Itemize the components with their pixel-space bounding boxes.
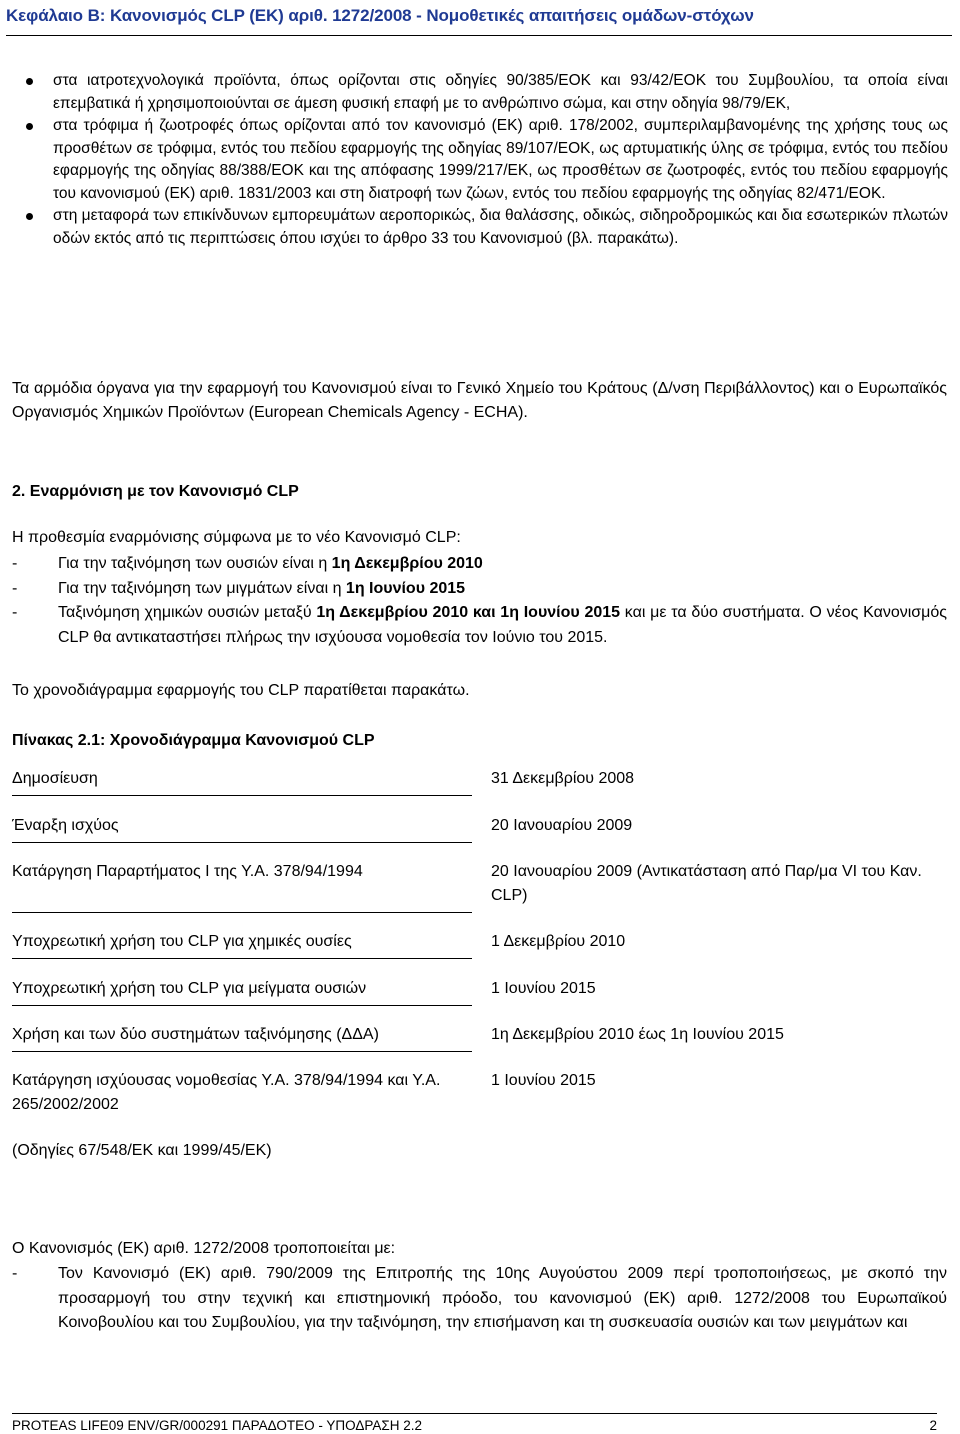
table-cell-label: Χρήση και των δύο συστημάτων ταξινόμησης (ΔΔΑ) (12, 1026, 379, 1043)
row-divider (12, 1051, 472, 1052)
table-cell-label: Κατάργηση Παραρτήματος Ι της Υ.Α. 378/94/1994 (12, 863, 363, 880)
bullet-text: στα τρόφιμα ή ζωοτροφές όπως ορίζονται από τον κανονισμό (ΕΚ) αριθ. 178/2002, συμπεριλαμβανομένης της χρήσης τους ως προσθέτων σε τρόφιμα, εντός του πεδίου εφαρμογής της οδηγίας 89/107/ΕΟΚ, ως αρτυματικής ύλης σε τρόφιμα, εντός του πεδίου εφαρμογής της οδηγίας 88/388/ΕΟΚ και της απόφασης 1999/217/ΕΚ, ως προσθέτων σε ζωοτροφές, εντός του πεδίου εφαρμογής του κανονισμού (ΕΚ) αριθ. 1831/2003 και στη διατροφή των ζώων, εντός του πεδίου εφαρμογής της οδηγίας 82/471/ΕΟΚ. (53, 117, 948, 202)
amendments-intro: Ο Κανονισμός (ΕΚ) αριθ. 1272/2008 τροποποιείται με: (12, 1240, 396, 1257)
section-2-intro: Η προθεσμία εναρμόνισης σύμφωνα με το νέο Κανονισμό CLP: (12, 529, 461, 546)
exemptions-bullet-list (26, 70, 948, 250)
table-cell-value: 31 Δεκεμβρίου 2008 (491, 770, 635, 787)
table-cell-label: Κατάργηση ισχύουσας νομοθεσίας Υ.Α. 378/94/1994 και Υ.Α. 265/2002/2002 (12, 1072, 441, 1113)
bullet-icon (26, 123, 33, 130)
table-cell-value: 20 Ιανουαρίου 2009 (491, 817, 633, 834)
page-number: 2 (929, 1418, 937, 1433)
list-item: - Τον Κανονισμό (ΕΚ) αριθ. 790/2009 της Επιτροπής της 10ης Αυγούστου 2009 περί τροποποιήσεως, με σκοπό την προσαρμογή του στην τεχνική και επιστημονική πρόοδο, του κανονισμού (ΕΚ) αριθ. 1272/2008 του Ευρωπαϊκού Κοινοβουλίου και του Συμβουλίου, για την ταξινόμηση, την επισήμανση και τη συσκευασία ουσιών και των μειγμάτων και (12, 1265, 947, 1331)
row-divider (12, 1005, 472, 1006)
row-divider (12, 958, 472, 959)
row-divider (12, 842, 472, 843)
footer-project-label: PROTEAS LIFE09 ENV/GR/000291 ΠΑΡΑΔΟΤΕΟ - ΥΠΟΔΡΑΣΗ 2.2 (12, 1418, 422, 1433)
list-item: - Για την ταξινόμηση των μιγμάτων είναι η 1η Ιουνίου 2015 (12, 579, 466, 597)
table-cell-value: 1 Δεκεμβρίου 2010 (491, 933, 626, 950)
header-title: Κεφάλαιο Β: Κανονισμός CLP (ΕΚ) αριθ. 1272/2008 - Νομοθετικές απαιτήσεις ομάδων-στόχων (6, 6, 754, 25)
table-footnote: (Οδηγίες 67/548/ΕΚ και 1999/45/ΕΚ) (12, 1142, 272, 1159)
page-footer (12, 1413, 937, 1433)
table-cell-label: Υποχρεωτική χρήση του CLP για χημικές ουσίες (12, 933, 352, 950)
section-2-heading: 2. Εναρμόνιση με τον Κανονισμό CLP (12, 483, 299, 500)
bullet-icon (26, 78, 33, 85)
list-item: - Για την ταξινόμηση των ουσιών είναι η 1η Δεκεμβρίου 2010 (12, 555, 483, 572)
amendments-list (12, 1262, 947, 1336)
authorities-paragraph: Τα αρμόδια όργανα για την εφαρμογή του Κανονισμού είναι το Γενικό Χημείο του Κράτους (Δ/νση Περιβάλλοντος) και ο Ευρωπαϊκός Οργανισμός Χημικών Προϊόντων (European Chemicals Agency - ECHA). (12, 380, 947, 421)
row-divider (12, 912, 472, 913)
bullet-icon (26, 213, 33, 220)
table-cell-label: Έναρξη ισχύος (12, 817, 119, 834)
bullet-text: στα ιατροτεχνολογικά προϊόντα, όπως ορίζονται στις οδηγίες 90/385/ΕΟΚ και 93/42/ΕΟΚ του Συμβουλίου, τα οποία είναι επεμβατικά ή χρησιμοποιούνται σε άμεση φυσική επαφή με το ανθρώπινο σώμα, και στην οδηγία 98/79/ΕΚ, (53, 72, 948, 112)
list-item (26, 115, 948, 205)
list-item (26, 205, 948, 250)
list-item: - Ταξινόμηση χημικών ουσιών μεταξύ 1η Δεκεμβρίου 2010 και 1η Ιουνίου 2015 και με τα δύο συστήματα. Ο νέος Κανονισμός CLP θα αντικαταστήσει πλήρως την ισχύουσα νομοθεσία τον Ιούνιο του 2015. (12, 604, 947, 646)
row-divider (12, 795, 472, 796)
table-cell-value: 1η Δεκεμβρίου 2010 έως 1η Ιουνίου 2015 (491, 1026, 784, 1043)
table-cell-value: 1 Ιουνίου 2015 (491, 1072, 596, 1089)
page-header (6, 2, 952, 36)
table-cell-value: 1 Ιουνίου 2015 (491, 980, 596, 997)
list-item (26, 70, 948, 115)
table-cell-label: Υποχρεωτική χρήση του CLP για μείγματα ουσιών (12, 980, 367, 997)
table-caption: Πίνακας 2.1: Χρονοδιάγραμμα Κανονισμού CLP (12, 732, 375, 749)
harmonisation-deadlines-list (12, 552, 947, 650)
table-cell-label: Δημοσίευση (12, 770, 98, 787)
timeline-note: Το χρονοδιάγραμμα εφαρμογής του CLP παρατίθεται παρακάτω. (12, 682, 470, 699)
bullet-text: στη μεταφορά των επικίνδυνων εμπορευμάτων αεροπορικώς, δια θαλάσσης, οδικώς, σιδηροδρομικώς και δια εσωτερικών πλωτών οδών εκτός από τις περιπτώσεις όπου ισχύει το άρθρο 33 του Κανονισμού (βλ. παρακάτω). (53, 207, 948, 247)
table-cell-value: 20 Ιανουαρίου 2009 (Αντικατάσταση από Παρ/μα VI του Καν. CLP) (491, 863, 922, 904)
